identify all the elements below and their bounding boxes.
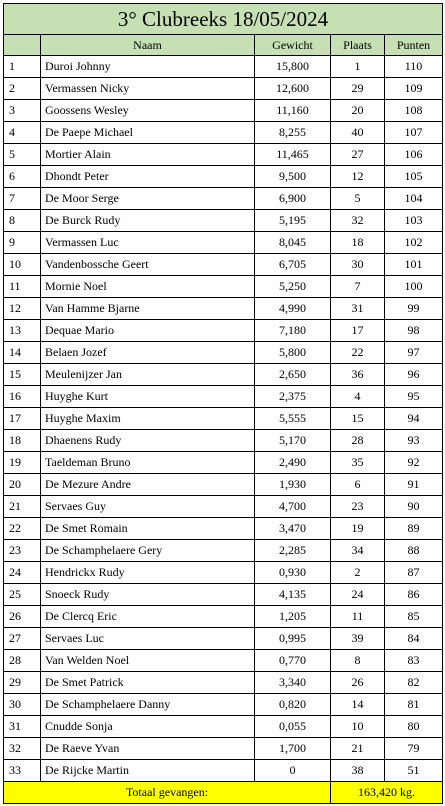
name-cell: De Moor Serge	[41, 188, 255, 210]
weight-cell: 8,045	[255, 232, 331, 254]
name-cell: Servaes Luc	[41, 628, 255, 650]
table-body	[4, 56, 443, 782]
place-cell: 31	[331, 298, 385, 320]
weight-cell: 3,470	[255, 518, 331, 540]
points-cell: 87	[385, 562, 443, 584]
table-row	[4, 628, 443, 650]
place-cell: 2	[331, 562, 385, 584]
table-row	[4, 430, 443, 452]
name-cell: Cnudde Sonja	[41, 716, 255, 738]
table-row	[4, 760, 443, 782]
rank-cell: 24	[4, 562, 41, 584]
weight-cell: 1,700	[255, 738, 331, 760]
points-cell: 84	[385, 628, 443, 650]
table-row	[4, 386, 443, 408]
rank-cell: 14	[4, 342, 41, 364]
name-cell: Vermassen Nicky	[41, 78, 255, 100]
total-label: Totaal gevangen:	[4, 782, 331, 804]
weight-cell: 8,255	[255, 122, 331, 144]
table-row	[4, 474, 443, 496]
rank-cell: 26	[4, 606, 41, 628]
table-row	[4, 276, 443, 298]
points-cell: 104	[385, 188, 443, 210]
header-place: Plaats	[331, 35, 385, 56]
points-cell: 80	[385, 716, 443, 738]
place-cell: 10	[331, 716, 385, 738]
place-cell: 40	[331, 122, 385, 144]
place-cell: 19	[331, 518, 385, 540]
points-cell: 85	[385, 606, 443, 628]
rank-cell: 8	[4, 210, 41, 232]
header-points: Punten	[385, 35, 443, 56]
points-cell: 103	[385, 210, 443, 232]
rank-cell: 11	[4, 276, 41, 298]
weight-cell: 5,555	[255, 408, 331, 430]
weight-cell: 7,180	[255, 320, 331, 342]
weight-cell: 15,800	[255, 56, 331, 78]
rank-cell: 7	[4, 188, 41, 210]
points-cell: 91	[385, 474, 443, 496]
points-cell: 95	[385, 386, 443, 408]
total-row	[4, 782, 443, 804]
weight-cell: 6,900	[255, 188, 331, 210]
points-cell: 102	[385, 232, 443, 254]
name-cell: De Schamphelaere Gery	[41, 540, 255, 562]
name-cell: Van Hamme Bjarne	[41, 298, 255, 320]
header-weight: Gewicht	[255, 35, 331, 56]
place-cell: 38	[331, 760, 385, 782]
place-cell: 30	[331, 254, 385, 276]
table-row	[4, 606, 443, 628]
weight-cell: 2,285	[255, 540, 331, 562]
points-cell: 89	[385, 518, 443, 540]
weight-cell: 2,375	[255, 386, 331, 408]
place-cell: 11	[331, 606, 385, 628]
points-cell: 92	[385, 452, 443, 474]
table-row	[4, 210, 443, 232]
points-cell: 82	[385, 672, 443, 694]
place-cell: 35	[331, 452, 385, 474]
weight-cell: 1,205	[255, 606, 331, 628]
table-row	[4, 452, 443, 474]
table-row	[4, 122, 443, 144]
name-cell: De Burck Rudy	[41, 210, 255, 232]
points-cell: 100	[385, 276, 443, 298]
weight-cell: 0,820	[255, 694, 331, 716]
table-row	[4, 298, 443, 320]
place-cell: 22	[331, 342, 385, 364]
name-cell: Hendrickx Rudy	[41, 562, 255, 584]
rank-cell: 15	[4, 364, 41, 386]
place-cell: 28	[331, 430, 385, 452]
place-cell: 20	[331, 100, 385, 122]
rank-cell: 30	[4, 694, 41, 716]
weight-cell: 0,770	[255, 650, 331, 672]
points-cell: 81	[385, 694, 443, 716]
place-cell: 5	[331, 188, 385, 210]
place-cell: 21	[331, 738, 385, 760]
name-cell: Belaen Jozef	[41, 342, 255, 364]
name-cell: De Paepe Michael	[41, 122, 255, 144]
weight-cell: 1,930	[255, 474, 331, 496]
points-cell: 83	[385, 650, 443, 672]
table-row	[4, 716, 443, 738]
place-cell: 23	[331, 496, 385, 518]
points-cell: 107	[385, 122, 443, 144]
table-row	[4, 496, 443, 518]
name-cell: De Schamphelaere Danny	[41, 694, 255, 716]
name-cell: Taeldeman Bruno	[41, 452, 255, 474]
place-cell: 39	[331, 628, 385, 650]
points-cell: 105	[385, 166, 443, 188]
name-cell: Meulenijzer Jan	[41, 364, 255, 386]
table-row	[4, 232, 443, 254]
place-cell: 7	[331, 276, 385, 298]
name-cell: Huyghe Maxim	[41, 408, 255, 430]
weight-cell: 6,705	[255, 254, 331, 276]
points-cell: 108	[385, 100, 443, 122]
weight-cell: 0	[255, 760, 331, 782]
points-cell: 96	[385, 364, 443, 386]
points-cell: 110	[385, 56, 443, 78]
rank-cell: 20	[4, 474, 41, 496]
weight-cell: 11,160	[255, 100, 331, 122]
points-cell: 101	[385, 254, 443, 276]
weight-cell: 5,170	[255, 430, 331, 452]
place-cell: 36	[331, 364, 385, 386]
points-cell: 51	[385, 760, 443, 782]
rank-cell: 4	[4, 122, 41, 144]
results-sheet	[3, 3, 442, 804]
name-cell: Dhaenens Rudy	[41, 430, 255, 452]
rank-cell: 21	[4, 496, 41, 518]
place-cell: 29	[331, 78, 385, 100]
points-cell: 90	[385, 496, 443, 518]
place-cell: 4	[331, 386, 385, 408]
place-cell: 8	[331, 650, 385, 672]
name-cell: De Smet Patrick	[41, 672, 255, 694]
place-cell: 27	[331, 144, 385, 166]
weight-cell: 5,800	[255, 342, 331, 364]
table-row	[4, 144, 443, 166]
weight-cell: 4,135	[255, 584, 331, 606]
place-cell: 32	[331, 210, 385, 232]
table-row	[4, 78, 443, 100]
table-row	[4, 320, 443, 342]
name-cell: Huyghe Kurt	[41, 386, 255, 408]
place-cell: 12	[331, 166, 385, 188]
header-row	[4, 35, 443, 56]
name-cell: Snoeck Rudy	[41, 584, 255, 606]
rank-cell: 32	[4, 738, 41, 760]
table-row	[4, 562, 443, 584]
place-cell: 34	[331, 540, 385, 562]
name-cell: Dequae Mario	[41, 320, 255, 342]
weight-cell: 0,995	[255, 628, 331, 650]
table-row	[4, 408, 443, 430]
header-rank	[4, 35, 41, 56]
points-cell: 94	[385, 408, 443, 430]
name-cell: Goossens Wesley	[41, 100, 255, 122]
rank-cell: 25	[4, 584, 41, 606]
weight-cell: 11,465	[255, 144, 331, 166]
name-cell: De Mezure Andre	[41, 474, 255, 496]
name-cell: Van Welden Noel	[41, 650, 255, 672]
name-cell: De Clercq Eric	[41, 606, 255, 628]
place-cell: 14	[331, 694, 385, 716]
rank-cell: 33	[4, 760, 41, 782]
results-table	[3, 3, 443, 804]
table-row	[4, 738, 443, 760]
place-cell: 15	[331, 408, 385, 430]
points-cell: 98	[385, 320, 443, 342]
table-row	[4, 100, 443, 122]
rank-cell: 6	[4, 166, 41, 188]
points-cell: 97	[385, 342, 443, 364]
rank-cell: 2	[4, 78, 41, 100]
table-row	[4, 364, 443, 386]
weight-cell: 2,490	[255, 452, 331, 474]
place-cell: 17	[331, 320, 385, 342]
table-row	[4, 540, 443, 562]
rank-cell: 31	[4, 716, 41, 738]
weight-cell: 4,990	[255, 298, 331, 320]
weight-cell: 5,250	[255, 276, 331, 298]
table-row	[4, 672, 443, 694]
rank-cell: 10	[4, 254, 41, 276]
weight-cell: 5,195	[255, 210, 331, 232]
weight-cell: 4,700	[255, 496, 331, 518]
table-row	[4, 254, 443, 276]
name-cell: Vandenbossche Geert	[41, 254, 255, 276]
name-cell: Duroi Johnny	[41, 56, 255, 78]
weight-cell: 12,600	[255, 78, 331, 100]
weight-cell: 0,055	[255, 716, 331, 738]
table-row	[4, 56, 443, 78]
rank-cell: 23	[4, 540, 41, 562]
points-cell: 109	[385, 78, 443, 100]
rank-cell: 16	[4, 386, 41, 408]
points-cell: 106	[385, 144, 443, 166]
place-cell: 6	[331, 474, 385, 496]
name-cell: De Rijcke Martin	[41, 760, 255, 782]
table-row	[4, 694, 443, 716]
weight-cell: 3,340	[255, 672, 331, 694]
name-cell: Mornie Noel	[41, 276, 255, 298]
total-value: 163,420 kg.	[331, 782, 443, 804]
place-cell: 18	[331, 232, 385, 254]
points-cell: 88	[385, 540, 443, 562]
rank-cell: 22	[4, 518, 41, 540]
place-cell: 24	[331, 584, 385, 606]
rank-cell: 29	[4, 672, 41, 694]
rank-cell: 28	[4, 650, 41, 672]
table-row	[4, 188, 443, 210]
points-cell: 93	[385, 430, 443, 452]
rank-cell: 3	[4, 100, 41, 122]
weight-cell: 2,650	[255, 364, 331, 386]
rank-cell: 13	[4, 320, 41, 342]
place-cell: 1	[331, 56, 385, 78]
weight-cell: 9,500	[255, 166, 331, 188]
points-cell: 86	[385, 584, 443, 606]
table-row	[4, 584, 443, 606]
rank-cell: 5	[4, 144, 41, 166]
rank-cell: 9	[4, 232, 41, 254]
rank-cell: 19	[4, 452, 41, 474]
rank-cell: 17	[4, 408, 41, 430]
name-cell: Servaes Guy	[41, 496, 255, 518]
table-row	[4, 518, 443, 540]
name-cell: De Raeve Yvan	[41, 738, 255, 760]
rank-cell: 27	[4, 628, 41, 650]
name-cell: Vermassen Luc	[41, 232, 255, 254]
name-cell: De Smet Romain	[41, 518, 255, 540]
rank-cell: 18	[4, 430, 41, 452]
table-title: 3° Clubreeks 18/05/2024	[4, 4, 443, 35]
table-row	[4, 166, 443, 188]
table-row	[4, 342, 443, 364]
header-name: Naam	[41, 35, 255, 56]
place-cell: 26	[331, 672, 385, 694]
points-cell: 99	[385, 298, 443, 320]
table-row	[4, 650, 443, 672]
name-cell: Mortier Alain	[41, 144, 255, 166]
rank-cell: 12	[4, 298, 41, 320]
rank-cell: 1	[4, 56, 41, 78]
weight-cell: 0,930	[255, 562, 331, 584]
name-cell: Dhondt Peter	[41, 166, 255, 188]
points-cell: 79	[385, 738, 443, 760]
